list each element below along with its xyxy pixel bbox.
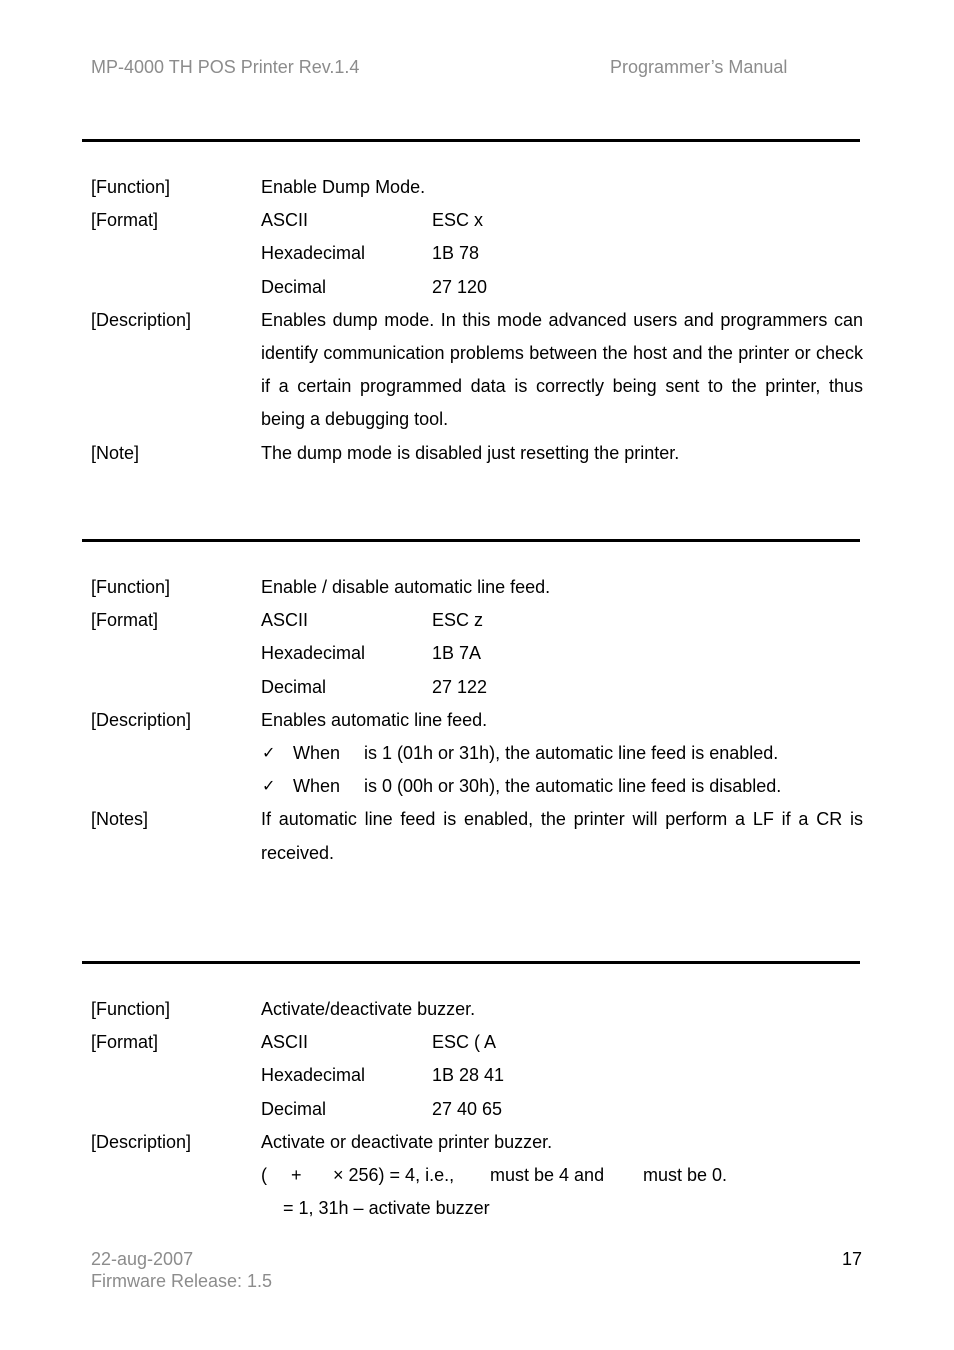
format-label: [Format] bbox=[91, 210, 159, 231]
activate-text: = 1, 31h – activate buzzer bbox=[283, 1198, 490, 1219]
dec-value: 27 40 65 bbox=[432, 1098, 503, 1119]
description-label: [Description] bbox=[91, 309, 192, 330]
ascii-label: ASCII bbox=[261, 610, 309, 631]
section-divider bbox=[82, 961, 860, 964]
description-row bbox=[0, 1126, 954, 1159]
function-value: Enable / disable automatic line feed. bbox=[261, 577, 551, 597]
dec-value: 27 120 bbox=[432, 276, 488, 297]
format-label: [Format] bbox=[91, 610, 159, 631]
format-hex-row bbox=[0, 637, 954, 670]
note-label: [Note] bbox=[91, 442, 140, 463]
bullet-text: is 1 (01h or 31h), the automatic line feed is enabled. bbox=[364, 742, 779, 763]
description-text: Activate or deactivate printer buzzer. bbox=[261, 1131, 553, 1152]
hex-value: 1B 78 bbox=[432, 243, 480, 264]
ascii-value: ESC z bbox=[432, 610, 484, 631]
format-dec-row bbox=[0, 1093, 954, 1126]
header-title: MP-4000 TH POS Printer Rev.1.4 bbox=[91, 57, 360, 77]
formula-must0: must be 0. bbox=[643, 1164, 728, 1185]
list-item bbox=[0, 770, 954, 803]
format-ascii-row bbox=[0, 204, 954, 237]
dec-label: Decimal bbox=[261, 276, 327, 297]
description-text: Enables dump mode. In this mode advanced users and programmers can identify communication problems between the host and the printer or check if a certain programmed data is correctly being sent to the printer, thus being a debugging tool. bbox=[261, 309, 863, 430]
section-divider bbox=[82, 539, 860, 542]
format-hex-row bbox=[0, 1059, 954, 1092]
footer-date: 22-aug-2007 bbox=[91, 1249, 194, 1269]
function-label: [Function] bbox=[91, 577, 171, 597]
format-ascii-row bbox=[0, 604, 954, 637]
list-item bbox=[0, 737, 954, 770]
notes-label: [Notes] bbox=[91, 809, 149, 830]
note-row bbox=[0, 437, 954, 470]
format-hex-row bbox=[0, 237, 954, 270]
formula-row bbox=[0, 1159, 954, 1192]
format-dec-row bbox=[0, 671, 954, 704]
bullet-text: is 0 (00h or 30h), the automatic line feed is disabled. bbox=[364, 776, 782, 797]
format-label: [Format] bbox=[91, 1032, 159, 1053]
hex-label: Hexadecimal bbox=[261, 243, 366, 264]
hex-label: Hexadecimal bbox=[261, 1065, 366, 1086]
function-row bbox=[0, 171, 954, 204]
formula-must4: must be 4 and bbox=[490, 1164, 605, 1185]
function-value: Activate/deactivate buzzer. bbox=[261, 999, 476, 1019]
ascii-label: ASCII bbox=[261, 210, 309, 231]
format-dec-row bbox=[0, 271, 954, 304]
function-label: [Function] bbox=[91, 999, 171, 1019]
dec-label: Decimal bbox=[261, 676, 327, 697]
description-label: [Description] bbox=[91, 1131, 192, 1152]
formula-times: × 256) = 4, i.e., bbox=[333, 1164, 455, 1185]
hex-label: Hexadecimal bbox=[261, 643, 366, 664]
checkmark-icon: ✓ bbox=[262, 778, 276, 796]
command-section-dump-mode bbox=[0, 171, 954, 470]
notes-text: If automatic line feed is enabled, the printer will perform a LF if a CR is received. bbox=[261, 809, 863, 863]
command-section-auto-line-feed bbox=[0, 571, 954, 870]
notes-row bbox=[0, 803, 954, 869]
bullet-when: When bbox=[293, 776, 341, 797]
description-text: Enables automatic line feed. bbox=[261, 709, 488, 730]
activate-row bbox=[0, 1192, 954, 1225]
ascii-value: ESC x bbox=[432, 210, 484, 231]
page-number: 17 bbox=[842, 1249, 863, 1269]
dec-label: Decimal bbox=[261, 1098, 327, 1119]
command-section-buzzer bbox=[0, 993, 954, 1225]
description-row bbox=[0, 704, 954, 737]
dec-value: 27 122 bbox=[432, 676, 488, 697]
description-label: [Description] bbox=[91, 709, 192, 730]
format-ascii-row bbox=[0, 1026, 954, 1059]
bullet-when: When bbox=[293, 742, 341, 763]
formula-open: ( bbox=[261, 1164, 267, 1185]
formula-plus: + bbox=[291, 1164, 302, 1185]
function-label: [Function] bbox=[91, 177, 171, 197]
function-row bbox=[0, 993, 954, 1026]
function-row bbox=[0, 571, 954, 604]
section-divider bbox=[82, 139, 860, 142]
ascii-value: ESC ( A bbox=[432, 1032, 497, 1053]
hex-value: 1B 7A bbox=[432, 643, 482, 664]
header-manual-name: Programmer’s Manual bbox=[610, 57, 788, 77]
note-text: The dump mode is disabled just resetting the printer. bbox=[261, 442, 680, 463]
hex-value: 1B 28 41 bbox=[432, 1065, 505, 1086]
function-value: Enable Dump Mode. bbox=[261, 177, 426, 197]
checkmark-icon: ✓ bbox=[262, 744, 276, 762]
footer-firmware: Firmware Release: 1.5 bbox=[91, 1271, 273, 1291]
ascii-label: ASCII bbox=[261, 1032, 309, 1053]
description-row bbox=[0, 304, 954, 437]
